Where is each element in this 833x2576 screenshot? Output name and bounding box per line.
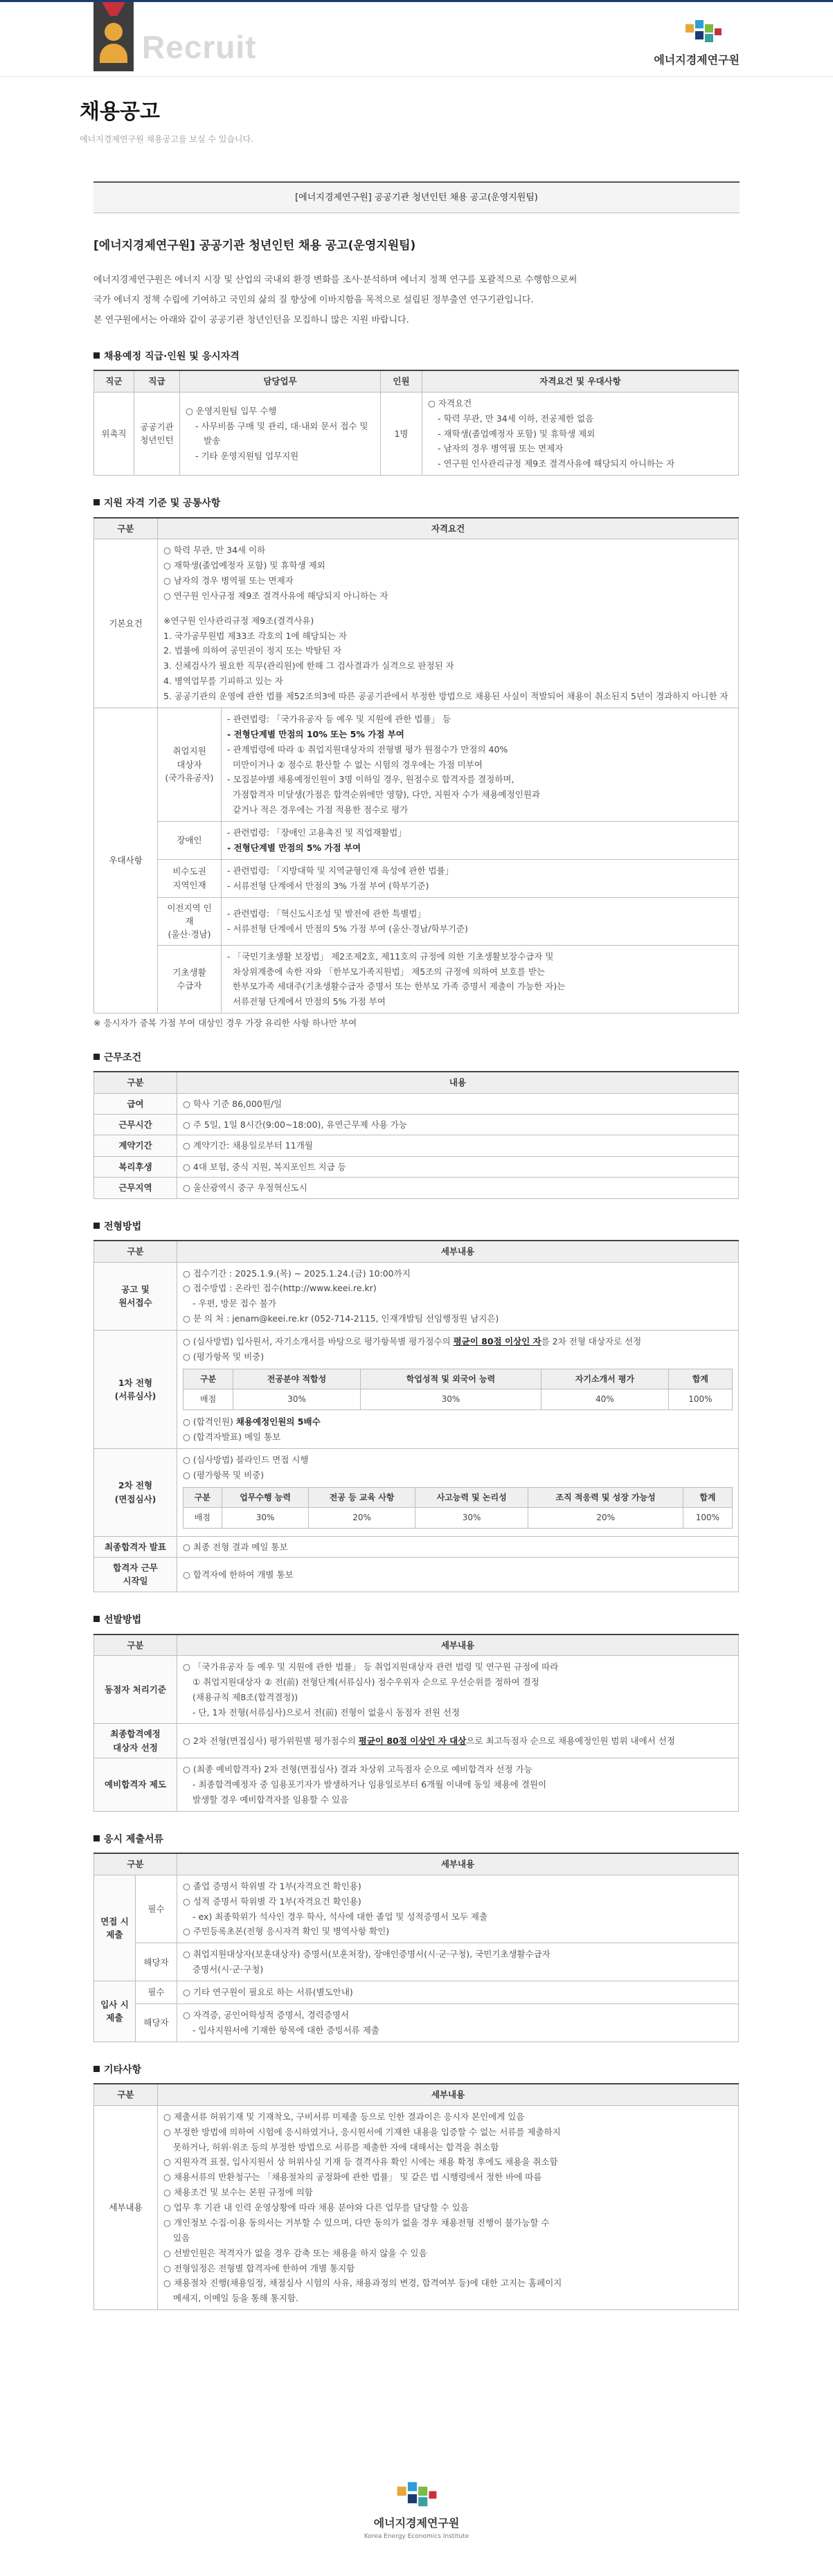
intro-text bbox=[93, 273, 739, 328]
pref-name: 비수도권 지역인재 bbox=[158, 859, 222, 897]
group-cell: 위촉직 bbox=[94, 392, 134, 475]
table-header: 세부내용 bbox=[177, 1853, 739, 1875]
table-header: 세부내용 bbox=[177, 1241, 739, 1262]
footer-brand-name: 에너지경제연구원 bbox=[373, 2516, 460, 2530]
pref-name: 장애인 bbox=[158, 822, 222, 860]
eligibility-table bbox=[93, 517, 739, 1014]
conditions-table bbox=[93, 1071, 739, 1198]
interview-optional-docs: ○ 취업지원대상자(보훈대상자) 증명서(보훈처장), 장애인증명서(시·군·구청), 국민기초생활수급자 증명서(시·군·구청) bbox=[177, 1943, 739, 1981]
doc-score-table: 구분 전공분야 적합성 학업성적 및 외국어 능력 자기소개서 평가 합계 배점 30% 30% 40% 100% bbox=[183, 1369, 733, 1410]
finalist-cell: ○ 2차 전형(면접심사) 평가위원별 평가점수의 평균이 80점 이상인 자 대상으로 최고득점자 순으로 채용예정인원 범위 내에서 선정 bbox=[177, 1724, 739, 1758]
notice-title-bar: [에너지경제연구원] 공공기관 청년인턴 채용 공고(운영지원팀) bbox=[93, 181, 740, 213]
apply-label: 공고 및 원서접수 bbox=[94, 1262, 177, 1331]
interview-label: 2차 전형 (면접심사) bbox=[94, 1448, 177, 1536]
pref-name: 이전지역 인재 (울산·경남) bbox=[158, 897, 222, 945]
condition-label: 근무시간 bbox=[94, 1115, 177, 1135]
selection-table bbox=[93, 1634, 739, 1812]
interview-docs-label: 면접 시 제출 bbox=[94, 1875, 136, 1981]
pref-name: 기초생활 수급자 bbox=[158, 945, 222, 1014]
condition-value: ○ 학사 기준 86,000원/일 bbox=[177, 1093, 739, 1114]
pref-items: - 관련법령: 「지방대학 및 지역균형인재 육성에 관한 법률」 - 서류전형 단계에서 만점의 3% 가점 부여 (학부기준) bbox=[222, 859, 739, 897]
bullet-square-icon bbox=[93, 1223, 100, 1229]
recruit-text: Recruit bbox=[142, 29, 257, 65]
condition-label: 근무지역 bbox=[94, 1178, 177, 1198]
hire-required-docs: ○ 기타 연구원이 필요로 하는 서류(별도안내) bbox=[177, 1981, 739, 2004]
other-table bbox=[93, 2083, 739, 2310]
count-cell: 1명 bbox=[381, 392, 422, 475]
table-header: 인원 bbox=[381, 370, 422, 392]
site-header bbox=[0, 2, 833, 77]
section-title: 전형방법 bbox=[93, 1220, 739, 1235]
table-header: 구분 bbox=[94, 518, 158, 539]
pref-label: 우대사항 bbox=[94, 708, 158, 1013]
hire-docs-label: 입사 시 제출 bbox=[94, 1981, 136, 2042]
section-documents bbox=[93, 1832, 739, 2042]
duties-cell: ○ 운영지원팀 입무 수행 - 사무비품 구매 및 관리, 대·내외 문서 접수 및 발송 - 기타 운영지원팀 업무지원 bbox=[180, 392, 381, 475]
page-title: 채용공고 bbox=[80, 100, 160, 124]
section-title: 선발방법 bbox=[93, 1613, 739, 1628]
intro-line: 국가 에너지 정책 수립에 기여하고 국민의 삶의 질 향상에 이바지함을 목적으로 설립된 정부출연 연구기관입니다. bbox=[93, 295, 534, 306]
section-selection bbox=[93, 1613, 739, 1812]
required-label: 필수 bbox=[136, 1981, 177, 2004]
table-header: 직군 bbox=[94, 370, 134, 392]
table-header: 구분 bbox=[94, 1853, 177, 1875]
notice-heading: [에너지경제연구원] 공공기관 청년인턴 채용 공고(운영지원팀) bbox=[93, 239, 416, 253]
hire-optional-docs: ○ 자격증, 공인어학성적 증명서, 경력증명서 - 입사지원서에 기재한 항목에 대한 증빙서류 제출 bbox=[177, 2003, 739, 2042]
apply-cell: ○ 접수기간 : 2025.1.9.(목) ~ 2025.1.24.(금) 10:00까지 ○ 접수방법 : 온라인 접수(http://www.keei.re.kr) - 우편, 방문 접수 불가 ○ 문 의 처 : jenam@keei.re.kr (052-714-2115, 인재개발팀 선임행정원 남지은) bbox=[177, 1262, 739, 1331]
pref-items: - 관련법령: 「국가유공자 등 예우 및 지원에 관한 법률」 등 - 전형단계별 만점의 10% 또는 5% 가점 부여 - 관계법령에 따라 ① 취업지원대상자의 전형별 평가 원점수가 만점의 40% 미만이거나 ② 점수로 환산할 수 없는 시험의 경우에는 가점 미부여 - 모집분야별 채용예정인원이 3명 이하일 경우, 원점수로 합격자를 결정하며, 가점합격자 미달생(가점은 합격순위에만 영향), 다만, 지원자 수가 채용예정인원과 같거나 적은 경우에는 가점 적용한 점수로 평가 bbox=[222, 708, 739, 821]
section-positions bbox=[93, 350, 739, 476]
basic-label: 기본요건 bbox=[94, 539, 158, 708]
section-title: 지원 자격 기준 및 공통사항 bbox=[93, 496, 739, 512]
pref-items: - 관련법령: 「장애인 고용촉진 및 직업재활법」 - 전형단계별 만점의 5% 가점 부여 bbox=[222, 822, 739, 860]
brand-name: 에너지경제연구원 bbox=[654, 53, 740, 66]
positions-table bbox=[93, 370, 739, 476]
section-title: 응시 제출서류 bbox=[93, 1832, 739, 1848]
condition-value: ○ 4대 보험, 중식 지원, 복지포인트 지급 등 bbox=[177, 1156, 739, 1177]
table-header: 구분 bbox=[94, 1072, 177, 1093]
quals-cell: ○ 자격요건 - 학력 무관, 만 34세 이하, 전공제한 없음 - 재학생(졸업예정자 포함) 및 휴학생 제외 - 남자의 경우 병역필 또는 면제자 - 연구원 인사관리규정 제9조 결격사유에 해당되지 아니하는 자 bbox=[422, 392, 739, 475]
bullet-square-icon bbox=[93, 352, 100, 359]
section-process bbox=[93, 1220, 739, 1592]
other-label: 세부내용 bbox=[94, 2105, 158, 2309]
intro-line: 본 연구원에서는 아래와 같이 공공기관 청년인턴을 모집하니 많은 지원 바랍니다. bbox=[93, 314, 409, 325]
interview-score-table: 구분 업무수행 능력 전공 등 교육 사항 사고능력 및 논리성 조직 적응력 및 성장 가능성 합계 배점 30% 20% 30% 20% 100% bbox=[183, 1487, 733, 1529]
page-subtitle: 에너지경제연구원 채용공고를 보실 수 있습니다. bbox=[80, 134, 253, 144]
final-label: 최종합격자 발표 bbox=[94, 1536, 177, 1557]
table-header: 세부내용 bbox=[177, 1634, 739, 1656]
pref-items: - 관련법령: 「혁신도시조성 및 발전에 관한 특별법」 - 서류전형 단계에서 만점의 5% 가점 부여 (울산·경남/학부기준) bbox=[222, 897, 739, 945]
rank-cell: 공공기관 청년인턴 bbox=[134, 392, 180, 475]
bullet-square-icon bbox=[93, 2066, 100, 2072]
other-cell: ○ 제출서류 허위기재 및 기재착오, 구비서류 미제출 등으로 인한 결과이은 응시자 본인에게 있음 ○ 부정한 방법에 의하여 시험에 응시하였거나, 응시원서에 기재한 내용을 입증할 수 없는 서류를 제출하지 못하거나, 허위·위조 등의 부정한 방법으로 서류를 제출한 자에 대해서는 합격을 취소함 ○ 지원자격 표절, 입사지원서 상 허위사실 기재 등 결격사유 확인 시에는 채용 확정 후에도 채용을 취소함 ○ 채용서류의 반환청구는 「채용절차의 공정화에 관한 법률」 및 같은 법 시행령에서 정한 바에 따름 ○ 채용조건 및 보수는 본원 규정에 의함 ○ 업무 후 기관 내 인력 운영상황에 따라 채용 분야와 다른 업무를 담당할 수 있음 ○ 개인정보 수집·이용 동의서는 거부할 수 있으며, 다만 동의가 없을 경우 채용전형 진행이 불가능할 수 있음 ○ 선발인원은 적격자가 없을 경우 감축 또는 채용을 하지 않을 수 있음 ○ 전형일정은 전형별 합격자에 한하여 개별 통지함 ○ 채용절차 진행(채용일정, 채점심사 시험의 사유, 채용과정의 변경, 합격여부 등)에 대한 고지는 홈페이지 메세지, 이메일 등을 통해 통지함. bbox=[158, 2105, 739, 2309]
footer-brand-en: Korea Energy Economics Institute bbox=[364, 2532, 469, 2540]
section-title: 근무조건 bbox=[93, 1051, 739, 1066]
basic-cell: ○ 학력 무관, 만 34세 이하 ○ 재학생(졸업예정자 포함) 및 휴학생 제외 ○ 남자의 경우 병역필 또는 면제자 ○ 연구원 인사규정 제9조 결격사유에 해당되지 아니하는 자 ※연구원 인사관리규정 제9조(결격사유) 1. 국가공무원법 제33조 각호의 1에 해당되는 자 2. 법률에 의하여 공민권이 정지 또는 박탈된 자 3. 신체검사가 필요한 직무(관리원)에 한해 그 검사결과가 실격으로 판정된 자 4. 병역업무를 기피하고 있는 자 5. 공공기관의 운영에 관한 법률 제52조의3에 따른 공공기관에서 부정한 방법으로 채용된 사실이 적발되어 채용이 취소된지 5년이 경과하지 아니한 자 bbox=[158, 539, 739, 708]
optional-label: 해당자 bbox=[136, 1943, 177, 1981]
section-conditions bbox=[93, 1051, 739, 1199]
footer-logo bbox=[0, 2479, 833, 2548]
optional-label: 해당자 bbox=[136, 2003, 177, 2042]
doc-review-cell: ○ (심사방법) 입사원서, 자기소개서를 바탕으로 평가항목별 평가점수의 평균이 80점 이상인 자를 2차 전형 대상자로 선정 ○ (평가항목 및 비중) 구분 전공분야 적합성 학업성적 및 외국어 능력 자기소개서 평가 합계 배점 30% 30% 40% 100% ○ (합격인원) 채용예정인원의 5배수 ○ (합격자발표) 메일 통보 bbox=[177, 1331, 739, 1449]
pref-name: 취업지원 대상자 (국가유공자) bbox=[158, 708, 222, 821]
start-cell: ○ 합격자에 한하여 개별 통보 bbox=[177, 1558, 739, 1592]
interview-cell: ○ (심사방법) 블라인드 면접 시행 ○ (평가항목 및 비중) 구분 업무수행 능력 전공 등 교육 사항 사고능력 및 논리성 조직 적응력 및 성장 가능성 합계 배점 30% 20% 30% 20% 100% bbox=[177, 1448, 739, 1536]
recruit-logo[interactable] bbox=[93, 2, 260, 71]
doc-review-label: 1차 전형 (서류심사) bbox=[94, 1331, 177, 1449]
documents-table bbox=[93, 1853, 739, 2042]
tie-label: 동점자 처리기준 bbox=[94, 1655, 177, 1724]
bullet-square-icon bbox=[93, 499, 100, 505]
condition-value: ○ 주 5일, 1일 8시간(9:00~18:00), 유연근무제 사용 가능 bbox=[177, 1115, 739, 1135]
pref-items: - 「국민기초생활 보장법」 제2조제2호, 제11호의 규정에 의한 기초생활보장수급자 및 차상위계층에 속한 자와 「한부모가족지원법」 제5조의 규정에 의하여 보호를 받는 한부모가족 세대주(기초생활수급자 증명서 또는 한부모 가족 증명서 제출이 가능한 자)는 서류전형 단계에서 만점의 5% 가점 부여 bbox=[222, 945, 739, 1014]
final-cell: ○ 최종 전형 결과 메일 통보 bbox=[177, 1536, 739, 1557]
intro-line: 에너지경제연구원은 에너지 시장 및 산업의 국내외 환경 변화를 조사·분석하며 에너지 정책 연구를 포괄적으로 수행함으로써 bbox=[93, 275, 577, 286]
section-title: 채용예정 직급·인원 및 응시자격 bbox=[93, 350, 739, 365]
table-header: 구분 bbox=[94, 2084, 158, 2105]
table-header: 직급 bbox=[134, 370, 180, 392]
interview-required-docs: ○ 졸업 증명서 학위별 각 1부(자격요건 확인용) ○ 성적 증명서 학위별 각 1부(자격요건 확인용) - ex) 최종학위가 석사인 경우 학사, 석사에 대한 졸업 및 성적증명서 모두 제출 ○ 주민등록초본(전형 응시자격 확인 및 병역사항 확인) bbox=[177, 1875, 739, 1943]
section-other bbox=[93, 2063, 739, 2310]
brand-logo[interactable] bbox=[622, 17, 740, 66]
table-header: 자격요건 bbox=[158, 518, 739, 539]
table-header: 구분 bbox=[94, 1634, 177, 1656]
bullet-square-icon bbox=[93, 1616, 100, 1622]
table-header: 자격요건 및 우대사항 bbox=[422, 370, 739, 392]
tie-cell: ○ 「국가유공자 등 예우 및 지원에 관한 법률」 등 취업지원대상자 관련 법령 및 연구원 규정에 따라 ① 취업지원대상자 ② 전(前) 전형단계(서류심사) 점수우위자 순으로 우선순위를 정하여 결정 (채용규칙 제8조(합격결정)) - 단, 1차 전형(서류심사)으로서 전(前) 전형이 없을시 동점자 전원 선정 bbox=[177, 1655, 739, 1724]
recruit-badge-icon bbox=[93, 2, 134, 71]
footnote: ※ 응시자가 중복 가점 부여 대상인 경우 가장 유리한 사항 하나만 부여 bbox=[93, 1018, 357, 1029]
bullet-square-icon bbox=[93, 1835, 100, 1841]
table-header: 세부내용 bbox=[158, 2084, 739, 2105]
condition-label: 복리후생 bbox=[94, 1156, 177, 1177]
notice-content bbox=[93, 237, 739, 2310]
reserve-cell: ○ (최종 예비합격자) 2차 전형(면접심사) 결과 차상위 고득점자 순으로 예비합격자 선정 가능 - 최종합격예정자 중 임용포기자가 발생하거나 임용일로부터 6개월 이내에 동일 채용에 결원이 발생할 경우 예비합격자를 임용할 수 있음 bbox=[177, 1758, 739, 1812]
finalist-label: 최종합격예정 대상자 선정 bbox=[94, 1724, 177, 1758]
table-header: 구분 bbox=[94, 1241, 177, 1262]
condition-label: 계약기간 bbox=[94, 1135, 177, 1156]
process-table bbox=[93, 1240, 739, 1592]
section-title: 기타사항 bbox=[93, 2063, 739, 2078]
condition-value: ○ 계약기간: 채용일로부터 11개월 bbox=[177, 1135, 739, 1156]
condition-label: 급여 bbox=[94, 1093, 177, 1114]
reserve-label: 예비합격자 제도 bbox=[94, 1758, 177, 1812]
brand-mark-icon bbox=[393, 2479, 441, 2512]
brand-mark-icon bbox=[681, 17, 726, 48]
start-label: 합격자 근무 시작일 bbox=[94, 1558, 177, 1592]
required-label: 필수 bbox=[136, 1875, 177, 1943]
bullet-square-icon bbox=[93, 1054, 100, 1060]
condition-value: ○ 울산광역시 중구 우정혁신도시 bbox=[177, 1178, 739, 1198]
section-eligibility bbox=[93, 496, 739, 1029]
table-header: 내용 bbox=[177, 1072, 739, 1093]
table-header: 담당업무 bbox=[180, 370, 381, 392]
